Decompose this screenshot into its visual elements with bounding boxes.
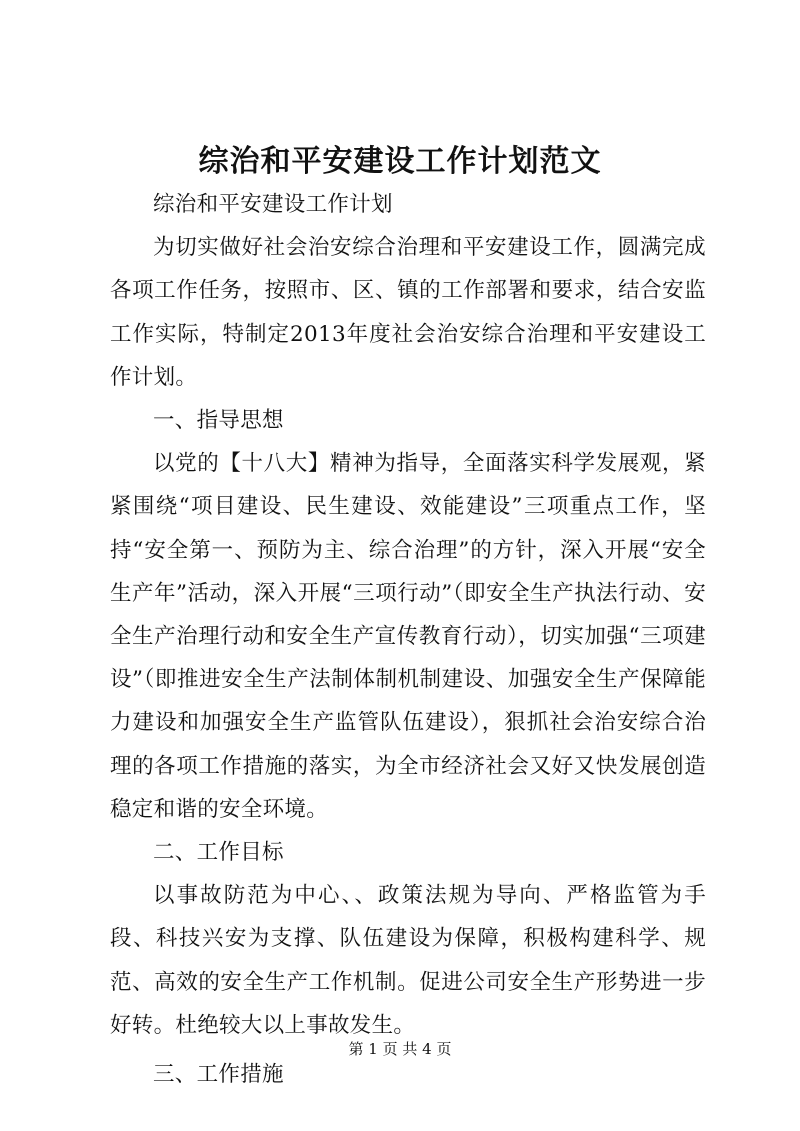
section-heading-guiding-thought: 一、指导思想 bbox=[153, 408, 284, 434]
page-footer: 第 1 页 共 4 页 bbox=[348, 1040, 452, 1058]
document-body bbox=[110, 183, 706, 1096]
subtitle-paragraph: 综治和平安建设工作计划 bbox=[153, 192, 393, 217]
section-heading-work-goals: 二、工作目标 bbox=[153, 840, 284, 866]
work-goals-paragraph: 以事故防范为中心、、政策法规为导向、严格监管为手段、科技兴安为支撑、队伍建设为保障，积极构建科学、规范、高效的安全生产工作机制。促进公司安全生产形势进一步好转。杜绝较大以上事故发生。 bbox=[110, 883, 706, 1038]
document-title: 综治和平安建设工作计划范文 bbox=[198, 144, 602, 179]
intro-paragraph: 为切实做好社会治安综合治理和平安建设工作，圆满完成各项工作任务，按照市、区、镇的工作部署和要求，结合安监工作实际，特制定2013年度社会治安综合治理和平安建设工作计划。 bbox=[110, 235, 706, 390]
section-heading-work-measures: 三、工作措施 bbox=[153, 1062, 284, 1088]
guiding-thought-paragraph: 以党的【十八大】精神为指导，全面落实科学发展观，紧紧围绕“项目建设、民生建设、效能建设”三项重点工作，坚持“安全第一、预防为主、综合治理”的方针，深入开展“安全生产年”活动，深入开展“三项行动”（即安全生产执法行动、安全生产治理行动和安全生产宣传教育行动），切实加强“三项建设”（即推进安全生产法制体制机制建设、加强安全生产保障能力建设和加强安全生产监管队伍建设），狠抓社会治安综合治理的各项工作措施的落实，为全市经济社会又好又快发展创造稳定和谐的安全环境。 bbox=[110, 451, 706, 822]
